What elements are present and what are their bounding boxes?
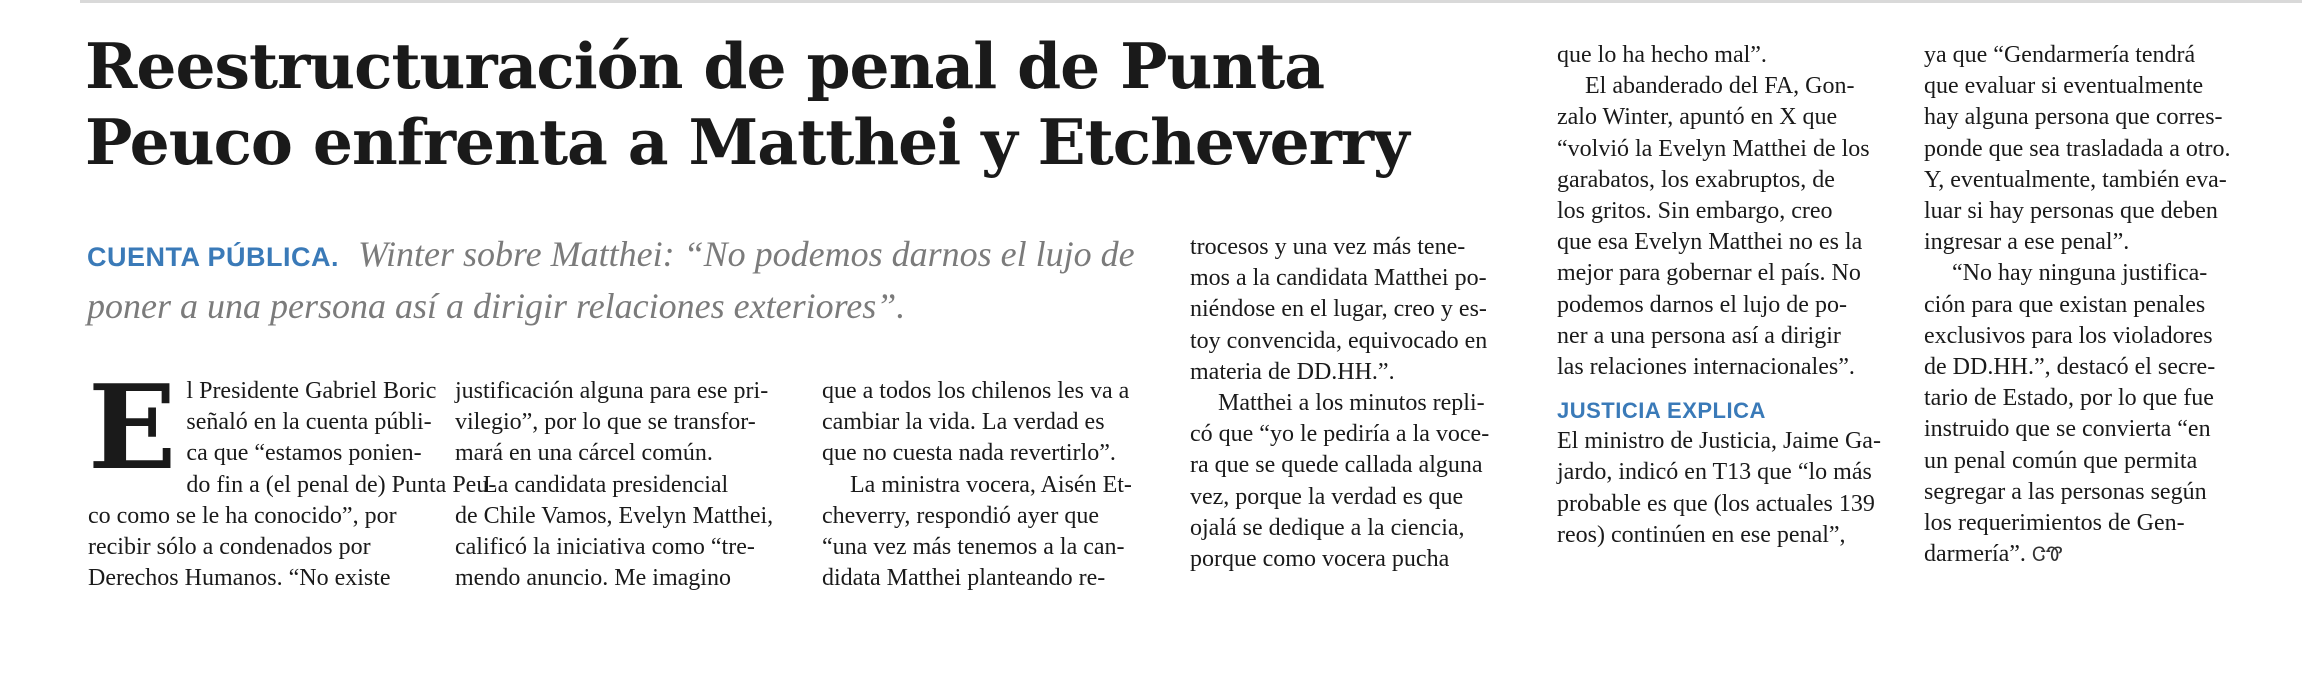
text-line: ya que “Gendarmería tendrá	[1924, 42, 2196, 68]
col3-para-1	[822, 376, 1162, 470]
text-line: que evaluar si eventualmente	[1924, 73, 2204, 100]
text-line: señaló en la cuenta públi-	[186, 409, 432, 436]
column-3	[822, 376, 1162, 594]
text-line: “volvió la Evelyn Matthei de los	[1557, 135, 1870, 162]
text-line: mos a la candidata Matthei po-	[1190, 265, 1487, 292]
drop-cap: E	[88, 360, 177, 496]
column-4	[1190, 232, 1530, 575]
text-line: ojalá se dedique a la ciencia,	[1190, 514, 1465, 541]
text-line: niéndose en el lugar, creo y es-	[1190, 296, 1487, 323]
col4-para-2	[1190, 388, 1530, 575]
text-line: las relaciones internacionales”.	[1557, 354, 1855, 381]
text-line: justificación alguna para ese pri-	[455, 378, 769, 404]
text-line: recibir sólo a condenados por	[88, 534, 371, 561]
text-line: mejor para gobernar el país. No	[1557, 260, 1861, 287]
text-line: “una vez más tenemos a la can-	[822, 534, 1125, 561]
text-line: los requerimientos de Gen-	[1924, 510, 2185, 537]
column-2	[455, 376, 795, 594]
headline-line-2: Peuco enfrenta a Matthei y Etcheverry	[85, 105, 1409, 179]
text-line: co como se le ha conocido”, por	[88, 502, 397, 529]
text-line: que esa Evelyn Matthei no es la	[1557, 229, 1863, 256]
kicker-text: Winter sobre Matthei: “No podemos darnos el lujo de poner a una persona así a dirigir relaciones exteriores”.	[87, 234, 1135, 326]
text-line: toy convencida, equivocado en	[1190, 327, 1488, 354]
text-line: porque como vocera pucha	[1190, 546, 1450, 573]
col2-para-1	[455, 376, 795, 470]
text-line: tario de Estado, por lo que fue	[1924, 385, 2214, 412]
text-line: Matthei a los minutos repli-	[1218, 390, 1485, 417]
col5-para-3	[1557, 426, 1897, 551]
column-5	[1557, 40, 1897, 551]
col6-para-2	[1924, 258, 2264, 570]
text-line: trocesos y una vez más tene-	[1190, 234, 1466, 260]
subhead-justicia-explica: JUSTICIA EXPLICA	[1557, 398, 1766, 424]
text-line: mendo anuncio. Me imagino	[455, 565, 731, 592]
column-1	[88, 360, 497, 594]
text-line: hay alguna persona que corres-	[1924, 104, 2223, 131]
text-line: ra que se quede callada alguna	[1190, 452, 1483, 479]
text-line: que lo ha hecho mal”.	[1557, 42, 1767, 68]
headline-line-1: Reestructuración de penal de Punta	[85, 29, 1325, 103]
text-line: “No hay ninguna justifica-	[1952, 260, 2208, 287]
text-line: jardo, indicó en T13 que “lo más	[1557, 459, 1872, 486]
col5-para-1	[1557, 40, 1897, 71]
text-line: Y, eventualmente, también eva-	[1924, 166, 2227, 193]
text-line: instruido que se convierta “en	[1924, 416, 2211, 443]
text-line: El ministro de Justicia, Jaime Ga-	[1557, 428, 1881, 455]
text-line: calificó la iniciativa como “tre-	[455, 534, 755, 561]
text-line: La ministra vocera, Aisén Et-	[850, 471, 1132, 498]
col6-para-1	[1924, 40, 2264, 258]
text-line: vez, porque la verdad es que	[1190, 483, 1464, 510]
text-line: cambiar la vida. La verdad es	[822, 409, 1105, 436]
text-line: La candidata presidencial	[483, 471, 729, 498]
text-line: do fin a (el penal de) Punta Peu-	[186, 471, 497, 498]
text-line: los gritos. Sin embargo, creo	[1557, 198, 1833, 225]
text-line: segregar a las personas según	[1924, 478, 2207, 505]
text-line: que no cuesta nada revertirlo”.	[822, 440, 1116, 467]
column-6	[1924, 40, 2264, 570]
text-line: que a todos los chilenos les va a	[822, 378, 1130, 404]
col3-para-2	[822, 470, 1162, 595]
headline	[85, 28, 1505, 180]
text-line: garabatos, los exabruptos, de	[1557, 166, 1835, 193]
text-line: ponde que sea trasladada a otro.	[1924, 135, 2231, 162]
text-line: ción para que existan penales	[1924, 291, 2206, 318]
text-line: vilegio”, por lo que se transfor-	[455, 409, 756, 436]
text-line: podemos darnos el lujo de po-	[1557, 291, 1847, 318]
text-line: luar si hay personas que deben	[1924, 198, 2218, 225]
col5-para-2	[1557, 71, 1897, 383]
text-line: ingresar a ese penal”.	[1924, 229, 2130, 256]
text-line: ner a una persona así a dirigir	[1557, 322, 1841, 349]
kicker	[87, 230, 1162, 331]
text-line: l Presidente Gabriel Boric	[186, 378, 437, 404]
text-line: un penal común que permita	[1924, 447, 2198, 474]
col2-para-2	[455, 470, 795, 595]
text-line: reos) continúen en ese penal”,	[1557, 521, 1846, 548]
text-line: didata Matthei planteando re-	[822, 565, 1106, 592]
text-line: darmería”. ᏣᏡ	[1924, 541, 2063, 568]
text-line: mará en una cárcel común.	[455, 440, 713, 467]
text-line: probable es que (los actuales 139	[1557, 490, 1875, 517]
text-line: exclusivos para los violadores	[1924, 322, 2213, 349]
col4-para-1	[1190, 232, 1530, 388]
end-of-article-mark: ᏣᏡ	[2025, 542, 2063, 567]
text-line: El abanderado del FA, Gon-	[1585, 73, 1855, 100]
text-line: ca que “estamos ponien-	[186, 440, 422, 467]
text-line: Derechos Humanos. “No existe	[88, 565, 391, 592]
text-line: materia de DD.HH.”.	[1190, 358, 1395, 385]
text-line: zalo Winter, apuntó en X que	[1557, 104, 1838, 131]
text-line: cheverry, respondió ayer que	[822, 502, 1099, 529]
text-line: có que “yo le pediría a la voce-	[1190, 421, 1490, 448]
text-line: de Chile Vamos, Evelyn Matthei,	[455, 502, 774, 529]
top-rule	[80, 0, 2302, 3]
section-label: CUENTA PÚBLICA.	[87, 242, 339, 272]
text-line: de DD.HH.”, destacó el secre-	[1924, 354, 2216, 381]
